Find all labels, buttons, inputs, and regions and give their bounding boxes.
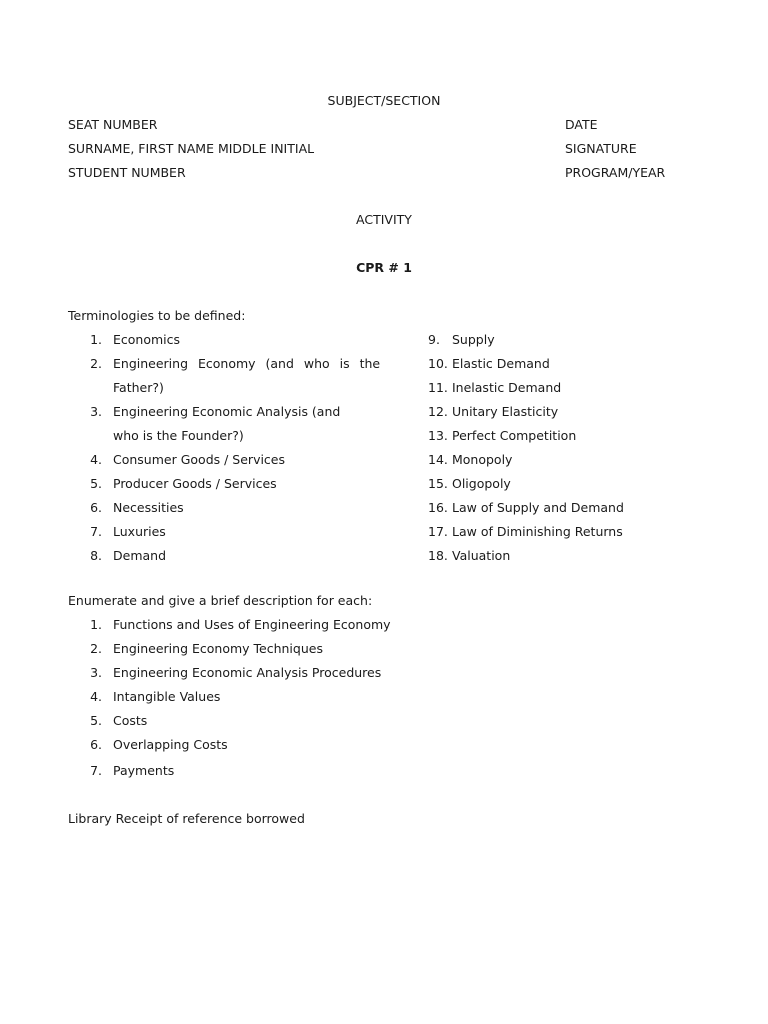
item-number: 6.	[90, 500, 102, 515]
item-number: 2.	[90, 641, 102, 656]
item-text: Supply	[452, 332, 495, 347]
item-text: Intangible Values	[113, 689, 221, 704]
item-number: 10.	[428, 356, 448, 371]
item-text: Perfect Competition	[452, 428, 577, 443]
item-text: Engineering Economy Techniques	[113, 641, 323, 656]
item-text: Law of Diminishing Returns	[452, 524, 623, 539]
item-text: Payments	[113, 763, 175, 778]
item-number: 13.	[428, 428, 448, 443]
name-label: SURNAME, FIRST NAME MIDDLE INITIAL	[68, 141, 315, 156]
item-text: Producer Goods / Services	[113, 476, 277, 491]
item-number: 7.	[90, 763, 102, 778]
item-number: 12.	[428, 404, 448, 419]
item-number: 2.	[90, 356, 102, 371]
subject-section-label: SUBJECT/SECTION	[327, 93, 441, 108]
enumerate-heading: Enumerate and give a brief description for each:	[68, 593, 373, 608]
seat-number-label: SEAT NUMBER	[68, 117, 158, 132]
item-number: 15.	[428, 476, 448, 491]
item-number: 17.	[428, 524, 448, 539]
item-text: Valuation	[452, 548, 511, 563]
item-number: 3.	[90, 665, 102, 680]
program-year-label: PROGRAM/YEAR	[565, 165, 666, 180]
item-number: 3.	[90, 404, 102, 419]
library-receipt-note: Library Receipt of reference borrowed	[68, 811, 305, 826]
item-text: Luxuries	[113, 524, 166, 539]
item-text: Inelastic Demand	[452, 380, 562, 395]
item-text: Demand	[113, 548, 167, 563]
item-text-continued: who is the Founder?)	[113, 428, 244, 443]
item-number: 16.	[428, 500, 448, 515]
item-text: Unitary Elasticity	[452, 404, 559, 419]
item-text: Monopoly	[452, 452, 513, 467]
item-number: 18.	[428, 548, 448, 563]
item-number: 5.	[90, 713, 102, 728]
item-text: Functions and Uses of Engineering Economy	[113, 617, 391, 632]
item-number: 4.	[90, 452, 102, 467]
activity-title: ACTIVITY	[356, 212, 412, 227]
date-label: DATE	[565, 117, 598, 132]
item-text: Economics	[113, 332, 181, 347]
item-number: 7.	[90, 524, 102, 539]
item-number: 11.	[428, 380, 448, 395]
item-text-continued: Father?)	[113, 380, 164, 395]
item-number: 9.	[428, 332, 440, 347]
item-text: Costs	[113, 713, 148, 728]
activity-code: CPR # 1	[356, 260, 412, 275]
item-number: 1.	[90, 332, 102, 347]
student-number-label: STUDENT NUMBER	[68, 165, 186, 180]
item-text: Necessities	[113, 500, 184, 515]
item-text: Elastic Demand	[452, 356, 550, 371]
item-text: Overlapping Costs	[113, 737, 228, 752]
item-text: Oligopoly	[452, 476, 511, 491]
item-text: Engineering Economic Analysis (and	[113, 404, 341, 419]
terminologies-heading: Terminologies to be defined:	[68, 308, 246, 323]
item-number: 8.	[90, 548, 102, 563]
item-number: 1.	[90, 617, 102, 632]
item-number: 6.	[90, 737, 102, 752]
item-number: 4.	[90, 689, 102, 704]
signature-label: SIGNATURE	[565, 141, 637, 156]
item-text: Engineering Economy (and who is the	[113, 356, 381, 371]
item-number: 14.	[428, 452, 448, 467]
item-text: Engineering Economic Analysis Procedures	[113, 665, 382, 680]
item-number: 5.	[90, 476, 102, 491]
item-text: Consumer Goods / Services	[113, 452, 286, 467]
item-text: Law of Supply and Demand	[452, 500, 624, 515]
